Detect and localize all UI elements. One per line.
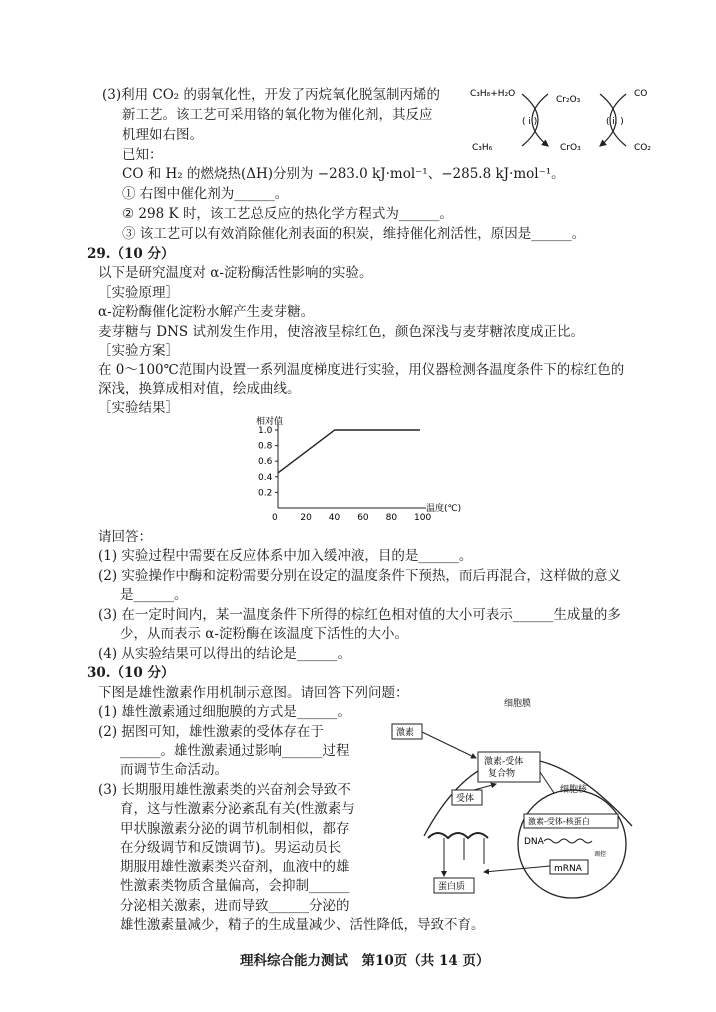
label-complex1: 激素-受体 — [484, 757, 524, 767]
label-c3h8-h2o: C₃H₈+H₂O — [470, 89, 516, 99]
q29-plan1: 在 0～100℃范围内设置一系列温度梯度进行实验，用仪器检测各温度条件下的棕红色的 — [98, 362, 625, 378]
label-co: CO — [634, 89, 648, 99]
q28-line3: 机理如右图。 — [122, 127, 203, 143]
catalyst-mechanism-diagram — [460, 80, 660, 160]
q29-answer: 请回答： — [98, 529, 152, 545]
y-tick-label: 0.8 — [258, 441, 273, 452]
y-tick-label: 0.6 — [258, 457, 273, 468]
label-step-ii: ( ii ) — [606, 117, 624, 127]
q28-known: 已知： — [122, 147, 163, 163]
x-tick-label: 100 — [414, 513, 432, 523]
label-nucleus: 细胞核 — [560, 785, 588, 795]
q30-b3h: 雄性激素量减少，精子的生成量减少、活性降低，导致不育。 — [120, 917, 485, 933]
y-tick-label: 0.2 — [258, 488, 273, 499]
q30-b2b: ______。雄性激素通过影响______过程 — [120, 743, 350, 759]
q30-b3g: 分泌相关激素，进而导致______分泌的 — [120, 898, 350, 914]
page-footer: 理科综合能力测试 第10页（共 14 页） — [240, 953, 490, 969]
label-co2: CO₂ — [634, 143, 651, 153]
q29-a2b: 是______。 — [120, 587, 188, 603]
q28-sub3: ③ 该工艺可以有效消除催化剂表面的积炭，维持催化剂活性，原因是______。 — [122, 226, 586, 242]
q30-b3f: 性激素类物质含量偏高，会抑制______ — [120, 878, 350, 894]
q30-b2a: (2) 据图可知，雄性激素的受体存在于 — [98, 724, 324, 740]
q30-header: 30.（10 分） — [87, 665, 175, 681]
q29-intro: 以下是研究温度对 α-淀粉酶活性影响的实验。 — [98, 265, 373, 281]
q30-b1: (1) 雄性激素通过细胞膜的方式是______。 — [98, 704, 351, 720]
x-tick-label: 20 — [300, 513, 312, 523]
q29-principle-tag: ［实验原理］ — [98, 285, 179, 301]
label-cro3: CrO₃ — [560, 143, 581, 153]
x-axis-label: 温度(℃) — [426, 504, 462, 514]
q29-plan2: 深浅，换算成相对值，绘成曲线。 — [98, 381, 301, 397]
activity-temperature-chart — [230, 412, 480, 524]
q30-b3b: 育，这与性激素分泌紊乱有关(性激素与 — [120, 801, 355, 817]
label-membrane: 细胞膜 — [504, 699, 532, 709]
q28-sub1: ① 右图中催化剂为______。 — [122, 186, 289, 202]
q30-b3c: 甲状腺激素分泌的调节机制相似，都存 — [120, 821, 350, 837]
label-hormone: 激素 — [396, 728, 415, 738]
q29-a2a: (2) 实验操作中酶和淀粉需要分别在设定的温度条件下预热，而后再混合，这样做的意义 — [98, 568, 621, 584]
activity-line — [278, 430, 420, 473]
androgen-mechanism-diagram — [384, 696, 634, 906]
label-cr2o3: Cr₂O₃ — [556, 95, 581, 105]
label-receptor: 受体 — [456, 794, 475, 804]
q29-a3b: 少，从而表示 α-淀粉酶在该温度下活性的大小。 — [120, 626, 408, 642]
label-mrna: mRNA — [554, 864, 582, 874]
x-tick-label: 40 — [328, 513, 341, 523]
label-dna: DNA — [524, 837, 544, 847]
arrow-hormone-complex — [422, 732, 476, 758]
x-tick-label: 0 — [272, 513, 278, 523]
label-regulate: 调控 — [594, 851, 607, 858]
x-tick-label: 80 — [385, 513, 398, 523]
x-tick-label: 60 — [357, 513, 369, 523]
label-nuclear-complex: 激素-受体-核蛋白 — [528, 817, 590, 826]
q29-header: 29.（10 分） — [87, 246, 175, 262]
label-c3h6: C₃H₆ — [472, 143, 493, 153]
q30-intro: 下图是雄性激素作用机制示意图。请回答下列问题： — [98, 685, 409, 701]
label-protein: 蛋白质 — [438, 882, 466, 892]
q29-result-tag: ［实验结果］ — [98, 400, 179, 416]
ribosome-chain — [428, 833, 488, 838]
q28-line2: 新工艺。该工艺可采用铬的氧化物为催化剂，其反应 — [122, 107, 433, 123]
q28-line1: (3)利用 CO₂ 的弱氧化性，开发了丙烷氧化脱氢制丙烯的 — [102, 87, 441, 103]
q29-a1: (1) 实验过程中需要在反应体系中加入缓冲液，目的是______。 — [98, 548, 473, 564]
q29-principle2: 麦芽糖与 DNS 试剂发生作用，使溶液呈棕红色，颜色深浅与麦芽糖浓度成正比。 — [98, 324, 584, 340]
arrow-receptor-complex — [474, 784, 496, 790]
q30-b3a: (3) 长期服用雄性激素类的兴奋剂会导致不 — [98, 782, 351, 798]
q29-a3a: (3) 在一定时间内，某一温度条件下所得的棕红色相对值的大小可表示______生成量的多 — [98, 607, 621, 623]
label-step-i: ( i ) — [522, 117, 538, 127]
q28-heat: CO 和 H₂ 的燃烧热(ΔH)分别为 −283.0 kJ·mol⁻¹、−285.8 kJ·mol⁻¹。 — [122, 166, 565, 182]
q30-b3d: 在分级调节和反馈调节)。男运动员长 — [120, 840, 342, 856]
y-tick-label: 1.0 — [258, 426, 273, 436]
q30-b2c: 而调节生命活动。 — [120, 762, 228, 778]
q29-principle1: α-淀粉酶催化淀粉水解产生麦芽糖。 — [98, 304, 315, 320]
y-tick-label: 0.4 — [258, 472, 273, 483]
q28-sub2: ② 298 K 时，该工艺总反应的热化学方程式为______。 — [122, 206, 453, 222]
q30-b3e: 期服用雄性激素类兴奋剂，血液中的雄 — [120, 859, 350, 875]
q29-a4: (4) 从实验结果可以得出的结论是______。 — [98, 646, 351, 662]
y-axis-label: 相对值 — [256, 417, 284, 427]
q29-plan-tag: ［实验方案］ — [98, 343, 179, 359]
label-complex2: 复合物 — [488, 769, 516, 779]
